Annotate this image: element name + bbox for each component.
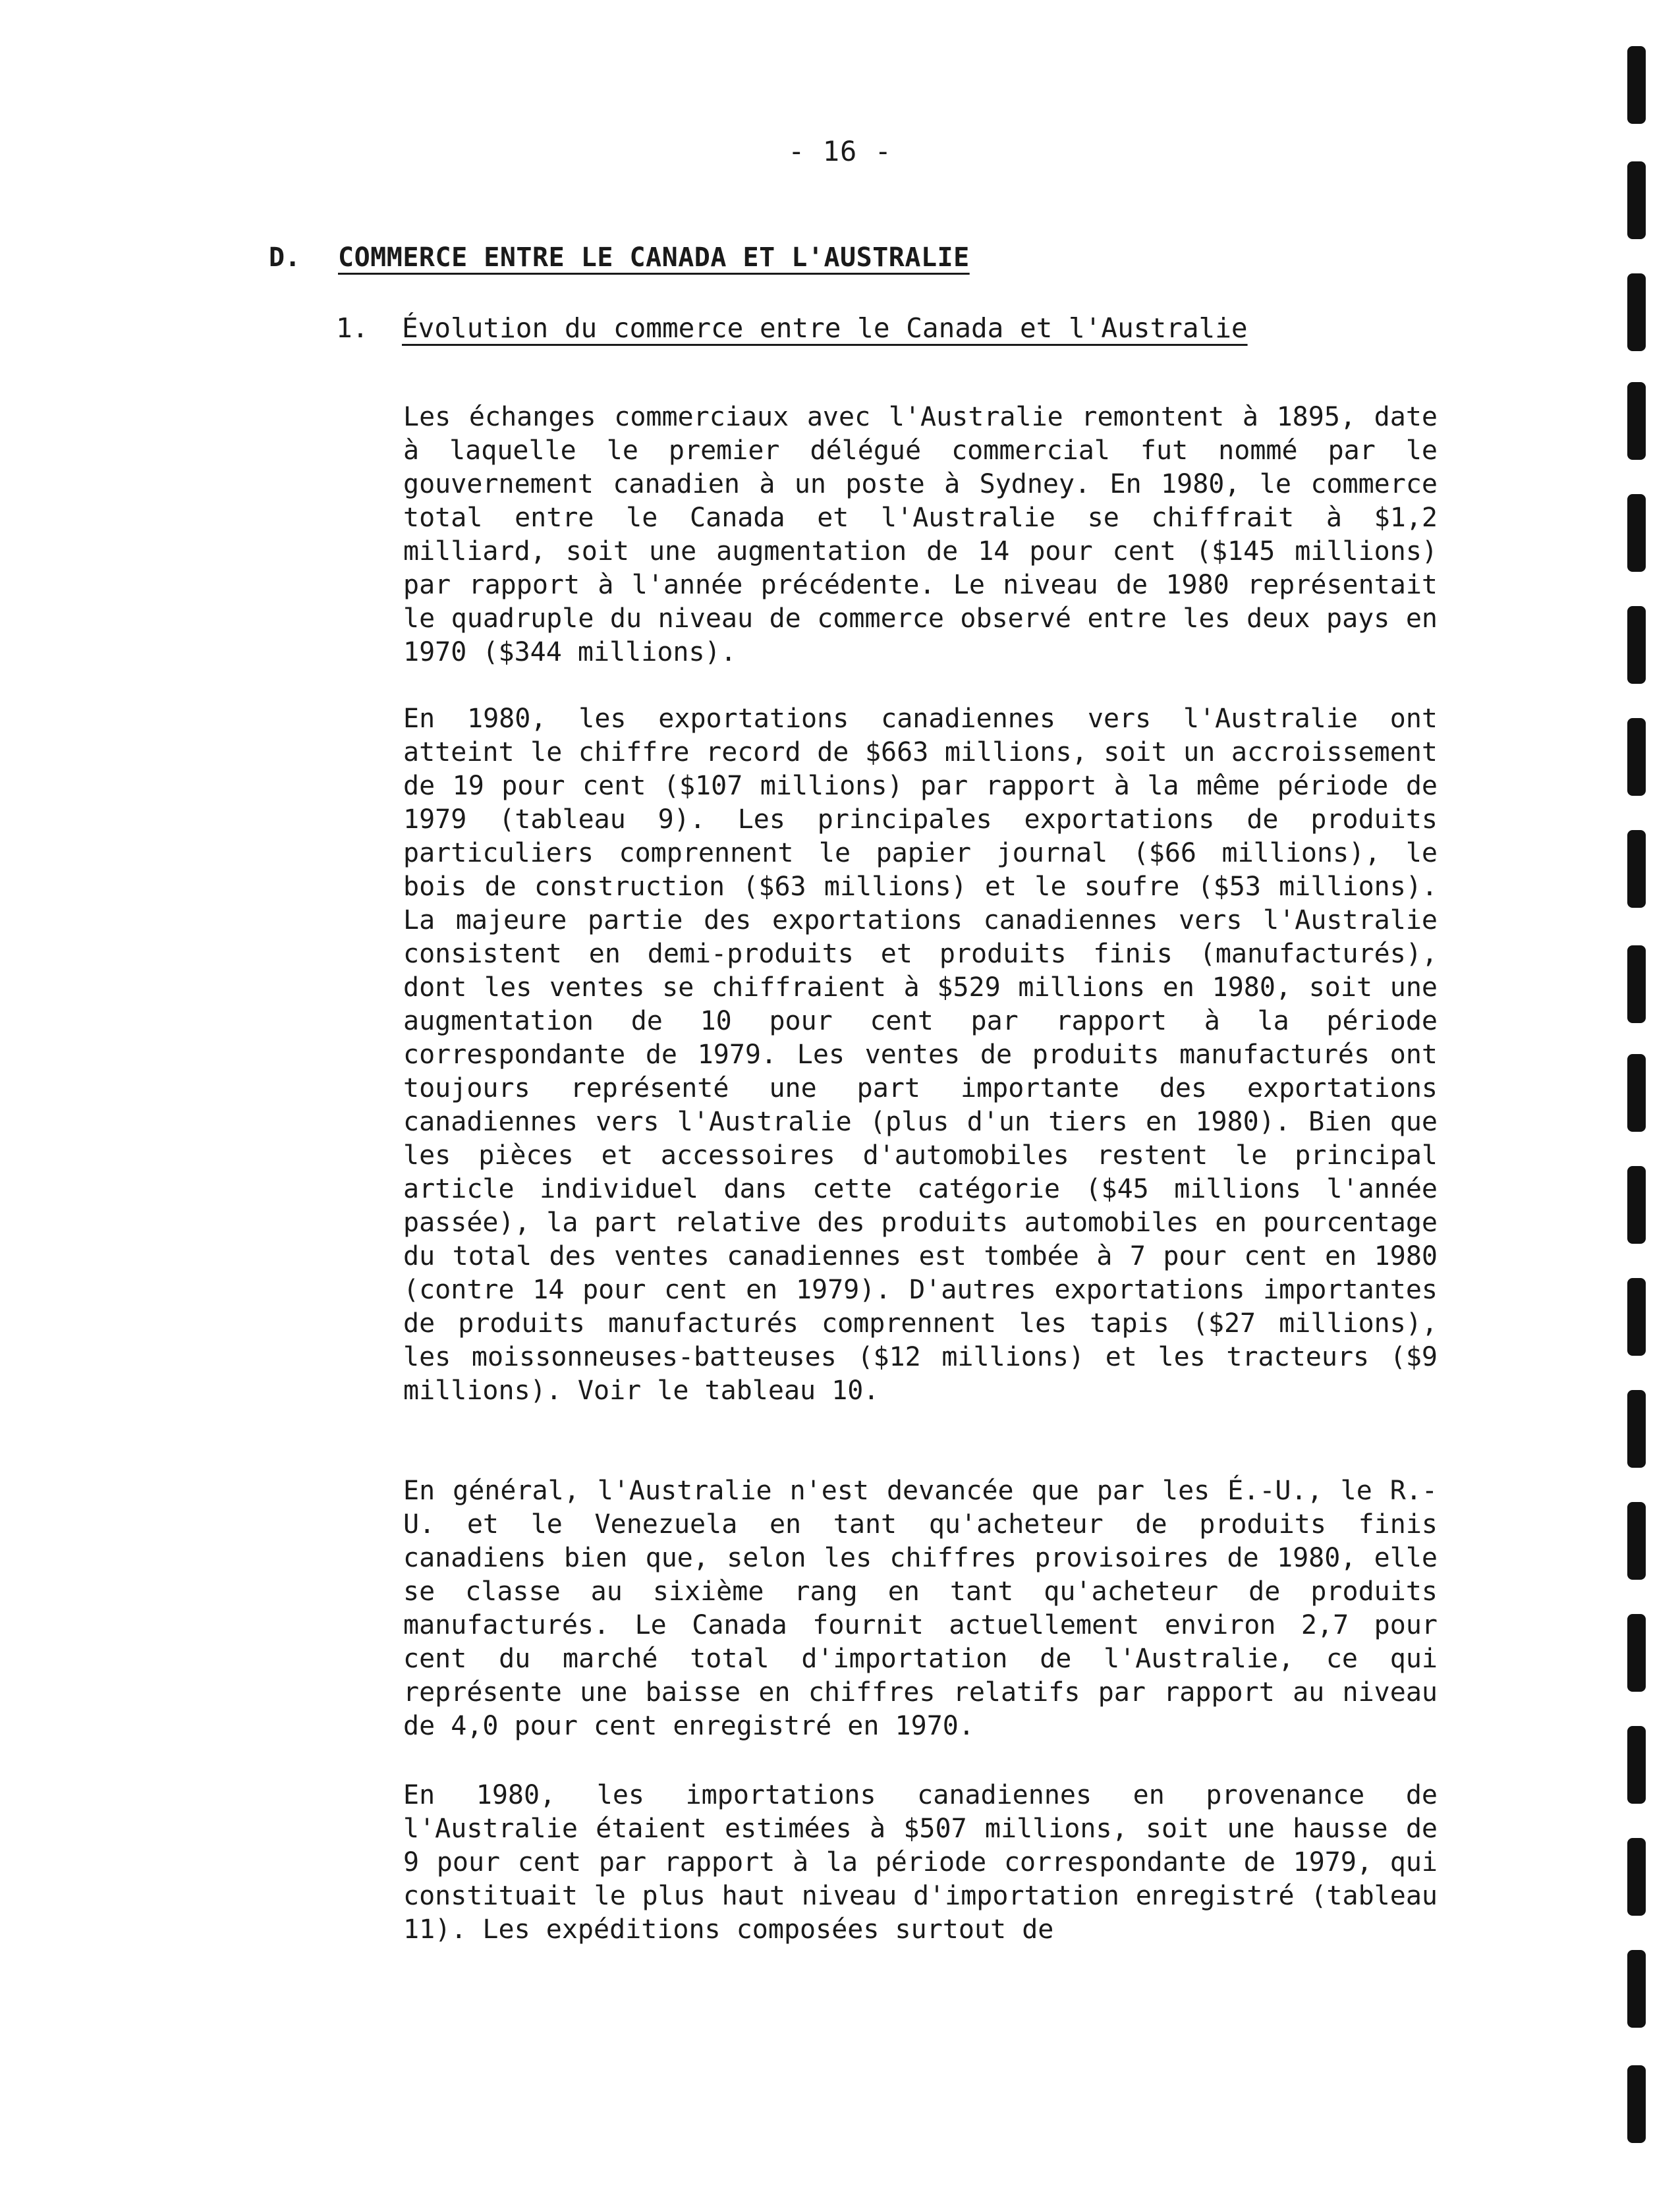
- punch-hole: [1627, 382, 1646, 460]
- section-title: COMMERCE ENTRE LE CANADA ET L'AUSTRALIE: [338, 242, 970, 273]
- punch-hole: [1627, 273, 1646, 351]
- punch-hole: [1627, 1390, 1646, 1468]
- punch-hole: [1627, 1726, 1646, 1804]
- punch-hole: [1627, 718, 1646, 796]
- paragraph-trade-history: Les échanges commerciaux avec l'Australie remontent à 1895, date à laquelle le premier délégué commercial fut nommé par le gouvernement canadien à un poste à Sydney. En 1980, le commerce total entre le Canada et l'Australie se chiffrait à $1,2 milliard, soit une augmentation de 14 pour cent ($145 millions) par rapport à l'année précédente. Le niveau de 1980 représentait le quadruple du niveau de commerce observé entre les deux pays en 1970 ($344 millions).: [403, 402, 1438, 667]
- punch-hole: [1627, 1838, 1646, 1916]
- punch-hole: [1627, 46, 1646, 124]
- paragraph-canadian-exports: En 1980, les exportations canadiennes vers l'Australie ont atteint le chiffre record de $663 millions, soit un accroissement de 19 pour cent ($107 millions) par rapport à la même période de 1979 (tableau 9). Les principales exportations de produits particuliers comprennent le papier journal ($66 millions), le bois de construction ($63 millions) et le soufre ($53 millions). La majeure partie des exportations canadiennes vers l'Australie consistent en demi-produits et produits finis (manufacturés), dont les ventes se chiffraient à $529 millions en 1980, soit une augmentation de 10 pour cent par rapport à la période correspondante de 1979. Les ventes de produits manufacturés ont toujours représenté une part importante des exportations canadiennes vers l'Australie (plus d'un tiers en 1980). Bien que les pièces et accessoires d'automobiles restent le principal article individuel dans cette catégorie ($45 millions l'année passée), la part relative des produits automobiles en pourcentage du total des ventes canadiennes est tombée à 7 pour cent en 1980 (contre 14 pour cent en 1979). D'autres exportations importantes de produits manufacturés comprennent les tapis ($27 millions), les moissonneuses-batteuses ($12 millions) et les tracteurs ($9 millions). Voir le tableau 10.: [403, 704, 1438, 1406]
- section-heading: [269, 242, 970, 273]
- punch-hole: [1627, 1278, 1646, 1356]
- page-number: - 16 -: [788, 135, 892, 167]
- subsection-heading: [336, 312, 1248, 344]
- subsection-number: 1.: [336, 312, 369, 344]
- punch-hole: [1627, 2065, 1646, 2143]
- punch-hole: [1627, 494, 1646, 572]
- section-letter: D.: [269, 242, 301, 273]
- punch-hole: [1627, 161, 1646, 239]
- punch-hole: [1627, 1502, 1646, 1580]
- punch-hole: [1627, 1166, 1646, 1244]
- punch-hole: [1627, 606, 1646, 684]
- punch-hole: [1627, 1614, 1646, 1692]
- subsection-title: Évolution du commerce entre le Canada et l'Australie: [402, 312, 1248, 344]
- punch-hole: [1627, 945, 1646, 1023]
- punch-hole: [1627, 1950, 1646, 2028]
- paragraph-buyer-ranking: En général, l'Australie n'est devancée que par les É.-U., le R.-U. et le Venezuela en tant qu'acheteur de produits finis canadiens bien que, selon les chiffres provisoires de 1980, elle se classe au sixième rang en tant qu'acheteur de produits manufacturés. Le Canada fournit actuellement environ 2,7 pour cent du marché total d'importation de l'Australie, ce qui représente une baisse en chiffres relatifs par rapport au niveau de 4,0 pour cent enregistré en 1970.: [403, 1476, 1438, 1741]
- binder-punch-holes: [1627, 40, 1654, 2181]
- punch-hole: [1627, 830, 1646, 908]
- punch-hole: [1627, 1054, 1646, 1132]
- paragraph-canadian-imports: En 1980, les importations canadiennes en provenance de l'Australie étaient estimées à $507 millions, soit une hausse de 9 pour cent par rapport à la période correspondante de 1979, qui constituait le plus haut niveau d'importation enregistré (tableau 11). Les expéditions composées surtout de: [403, 1780, 1438, 1945]
